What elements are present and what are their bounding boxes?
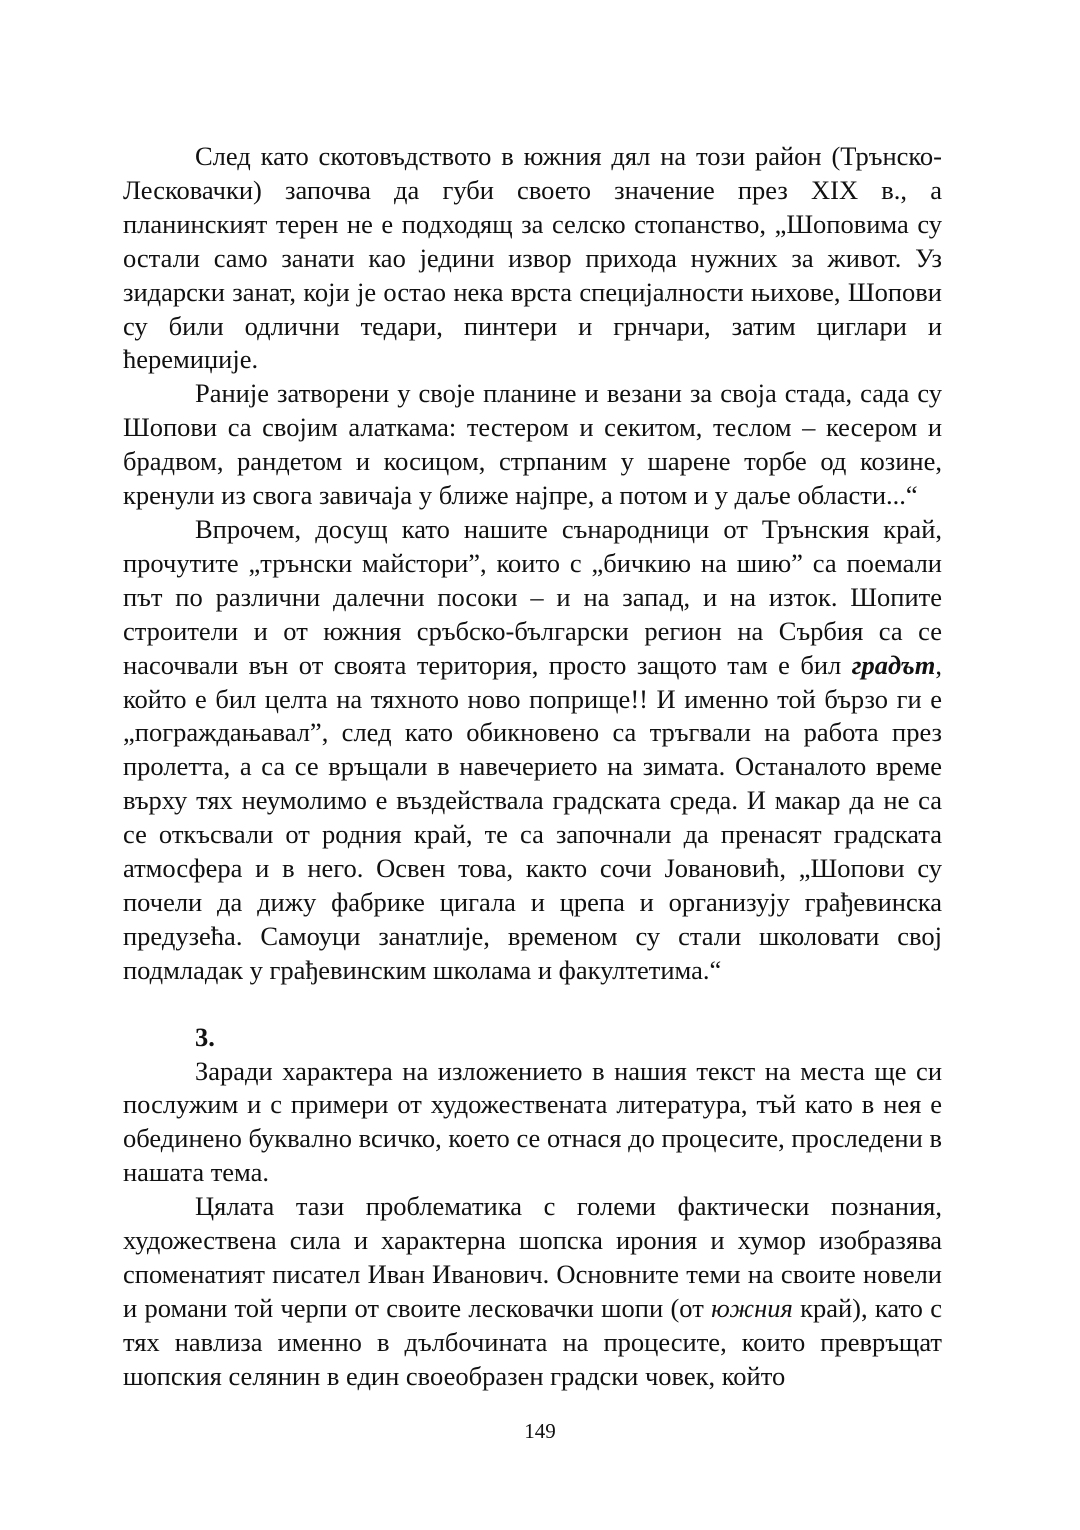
body-text [123,140,942,1394]
paragraph-5 [123,1190,942,1393]
paragraph-4 [123,1055,942,1191]
paragraph-1-text: След като скотовъдството в южния дял на този район (Трънско-Лесковачки) започва да губи своето значение през XIX в., а планинският терен не е подходящ за селско стопанство, „Шоповима су остали само занати као једини извор прихода нужних за живот. Уз зидарски занат, који је остао нека врста специјалности њихове, Шопови су били одлични тедари, пинтери и грнчари, затим циглари и ћеремиџије. [123,141,942,375]
paragraph-5-text-start: Цялата тази проблематика с големи фактически познания, художествена сила и характерна шопска ирония и хумор изобразява споменатият писател Иван Иванович. Основните теми на своите новели и романи той черпи от своите лесковачки шопи (от [123,1191,942,1323]
emphasis-gradat: градът [851,649,936,680]
section-heading: 3. [195,1021,215,1052]
paragraph-3-text-start: Впрочем, досущ като нашите сънародници от Трънския край, прочутите „трънски майстори”, които с „бичкию на шию” са поемали път по различни далечни посоки – и на запад, и на изток. Шопите строители и от южния сръбско-български регион на Сърбия са се насочвали вън от своята територия, просто защото там е бил [123,513,942,680]
paragraph-2-text: Раније затворени у своје планине и везани за своја стада, сада су Шопови са својим алаткама: тестером и секитом, теслом – кесером и брадвом, рандетом и косицом, стрпаним у шарене торбе од козине, кренули из свога завичаја у ближе најпре, а потом и у даље области...“ [123,378,942,511]
paragraph-1 [123,140,942,377]
page-number: 149 [524,1419,556,1443]
emphasis-yuzhniya: южния [711,1292,793,1323]
paragraph-3 [123,513,942,988]
paragraph-2 [123,377,942,513]
paragraph-5-text-end: край), като с тях навлиза именно в дълбочината на процесите, които превръщат шопския селянин в един своеобразен градски човек, който [123,1292,942,1391]
paragraph-4-text: Заради характера на изложението в нашия текст на места ще си послужим и с примери от художествената литература, тъй като в нея е обединено буквално всичко, което се отнася до процесите, проследени в нашата тема. [123,1055,942,1188]
paragraph-3-text-end: , който е бил целта на тяхното ново поприще!! И именно той бързо ги е „пограждањавал”, след като обикновено са тръгвали на работа през пролетта, а са се връщали в навечерието на зимата. Останалото време върху тях неумолимо е въздействала градската среда. И макар да не са се откъсвали от родния край, те са започнали да пренасят градската атмосфера и в него. Освен това, както сочи Јовановић, „Шопови су почели да дижу фабрике цигала и црепа и организују грађевинска предузећа. Самоуци занатлије, временом су стали школовати свој подмладак у грађевинским школама и факултетима.“ [123,649,942,985]
